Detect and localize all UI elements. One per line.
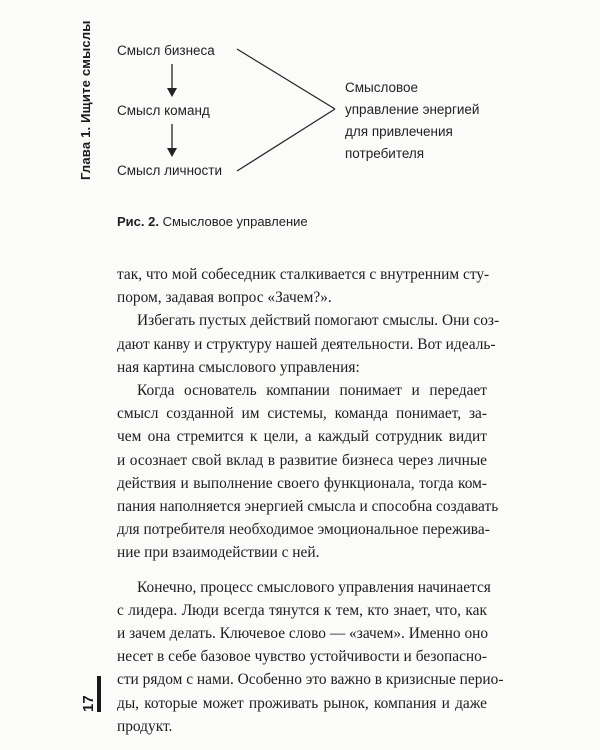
arrow-business-to-team-head bbox=[167, 88, 177, 97]
arrow-team-to-personality-head bbox=[167, 148, 177, 157]
node-result bbox=[345, 77, 479, 165]
figure-caption bbox=[117, 214, 308, 229]
result-line: управление энергией bbox=[345, 102, 480, 117]
paragraph-spacer bbox=[117, 565, 487, 576]
text-line: дают канву и структуру нашей деятельности. Вот идеаль- bbox=[117, 335, 496, 353]
node-team-meaning: Смысл команд bbox=[117, 103, 210, 118]
text-line: для потребителя необходимое эмоциональное пережива- bbox=[117, 521, 490, 539]
page-number: 17 bbox=[80, 695, 97, 712]
text-line: и зачем делать. Ключевое слово — «зачем». Именно оно bbox=[117, 625, 489, 643]
text-line: сти рядом с нами. Особенно это важно в кризисные перио- bbox=[117, 671, 504, 689]
meaning-diagram bbox=[0, 0, 600, 200]
result-line: для привлечения bbox=[345, 124, 453, 139]
text-line: ды, которые может проживать рынок, компания и даже bbox=[117, 694, 487, 712]
text-line: так, что мой собеседник сталкивается с внутренним сту- bbox=[117, 266, 490, 283]
text-line: Когда основатель компании понимает и передает bbox=[137, 382, 487, 400]
node-personality-meaning: Смысл личности bbox=[117, 163, 223, 178]
result-line: потребителя bbox=[345, 146, 425, 161]
text-line: продукт. bbox=[117, 717, 173, 735]
body-text bbox=[117, 263, 504, 738]
running-head: Глава 1. Ищите смыслы bbox=[78, 20, 93, 180]
page-edge-marker bbox=[97, 676, 101, 712]
node-business-meaning: Смысл бизнеса bbox=[117, 43, 215, 58]
converge-line-bottom bbox=[237, 109, 335, 171]
text-line: Избегать пустых действий помогают смыслы. Они соз- bbox=[137, 312, 500, 330]
converge-line-top bbox=[237, 49, 335, 109]
figure-caption-label: Рис. 2. bbox=[117, 214, 159, 229]
text-line: несет в себе базовое чувство устойчивости и безопасно- bbox=[117, 648, 487, 666]
text-line: действия и выполнение своего функционала, тогда ком- bbox=[117, 474, 487, 492]
diagram-connectors bbox=[0, 0, 600, 200]
text-line: и осознает свой вклад в развитие бизнеса через личные bbox=[117, 451, 487, 469]
text-line: Конечно, процесс смыслового управления начинается bbox=[137, 578, 491, 596]
text-line: чем она стремится к цели, а каждый сотрудник видит bbox=[117, 428, 487, 446]
text-line: ная картина смыслового управления: bbox=[117, 358, 360, 376]
text-line: пания наполняется энергией смысла и способна создавать bbox=[117, 498, 499, 516]
text-line: смысл созданной им системы, команда понимает, за- bbox=[117, 405, 487, 423]
text-line: пором, задавая вопрос «Зачем?». bbox=[117, 289, 332, 307]
result-line: Смысловое bbox=[345, 80, 419, 95]
figure-caption-text: Смысловое управление bbox=[162, 214, 308, 229]
text-line: с лидера. Люди всегда тянутся к тем, кто знает, что, как bbox=[117, 601, 487, 619]
text-line: ние при взаимодействии с ней. bbox=[117, 544, 320, 562]
